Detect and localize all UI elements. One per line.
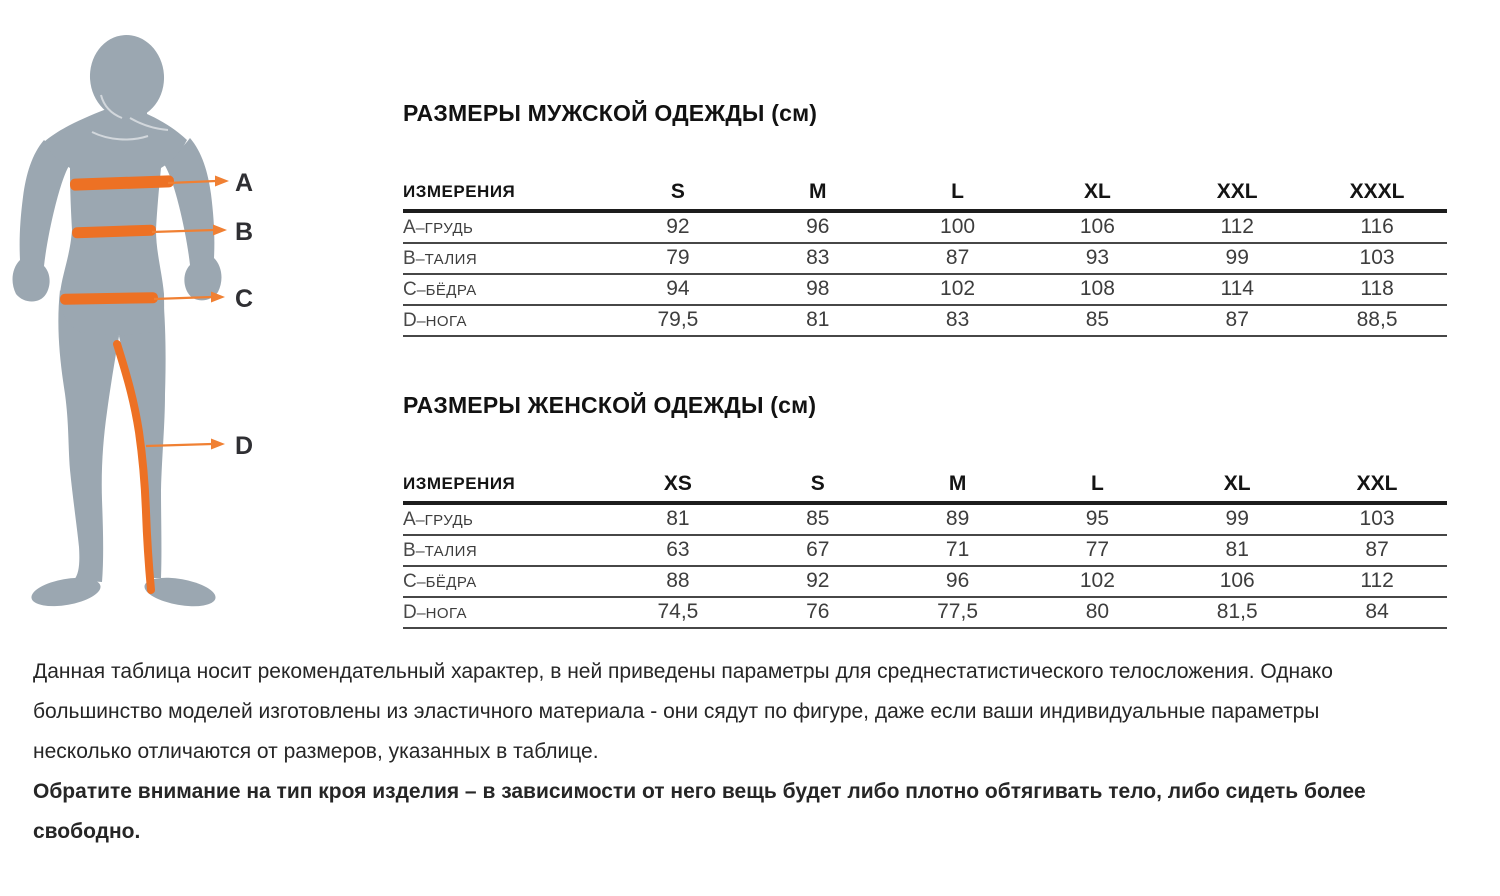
measurements-column-header: ИЗМЕРЕНИЯ [403,472,608,503]
note-paragraph-bold [33,772,1366,852]
women-size-table [403,472,1447,629]
men-size-table [403,180,1447,337]
size-value: 106 [1027,211,1167,243]
size-column-header: L [888,180,1028,211]
body-measurement-diagram [8,22,268,622]
women-table-title: РАЗМЕРЫ ЖЕНСКОЙ ОДЕЖДЫ (см) [403,392,817,418]
size-column-header: XL [1167,472,1307,503]
size-value: 96 [748,211,888,243]
size-column-header: XL [1027,180,1167,211]
size-value: 81,5 [1167,597,1307,628]
label-a: A [235,169,254,197]
size-value: 77 [1027,535,1167,566]
size-value: 85 [1027,305,1167,336]
table-row-waist [403,243,1447,274]
size-value: 87 [1167,305,1307,336]
table-row-leg [403,305,1447,336]
size-value: 116 [1307,211,1447,243]
size-value: 81 [748,305,888,336]
size-value: 83 [888,305,1028,336]
size-column-header: XXL [1167,180,1307,211]
measurement-label: В–ТАЛИЯ [403,243,608,274]
size-value: 96 [888,566,1028,597]
size-value: 100 [888,211,1028,243]
note-line: большинство моделей изготовлены из эластичного материала - они сядут по фигуре, даже если ваши индивидуальные параметры [33,700,1320,723]
size-value: 79,5 [608,305,748,336]
table-row-hips [403,566,1447,597]
size-value: 89 [888,503,1028,535]
women-header-row [403,472,1447,503]
size-value: 74,5 [608,597,748,628]
size-value: 84 [1307,597,1447,628]
size-value: 99 [1167,503,1307,535]
size-value: 94 [608,274,748,305]
size-value: 99 [1167,243,1307,274]
table-row-hips [403,274,1447,305]
body-silhouette [13,33,222,612]
size-value: 92 [608,211,748,243]
size-value: 103 [1307,503,1447,535]
size-value: 92 [748,566,888,597]
size-column-header: XXL [1307,472,1447,503]
size-value: 103 [1307,243,1447,274]
size-value: 114 [1167,274,1307,305]
size-value: 112 [1307,566,1447,597]
size-value: 118 [1307,274,1447,305]
table-row-waist [403,535,1447,566]
note-line: Данная таблица носит рекомендательный характер, в ней приведены параметры для среднестатистического телосложения. Однако [33,660,1333,683]
label-c: C [235,285,254,313]
measurement-label: С–БЁДРА [403,566,608,597]
size-value: 88 [608,566,748,597]
label-b: B [235,218,254,246]
table-row-leg [403,597,1447,628]
size-value: 63 [608,535,748,566]
size-value: 102 [888,274,1028,305]
size-value: 77,5 [888,597,1028,628]
size-column-header: M [888,472,1028,503]
size-value: 98 [748,274,888,305]
size-value: 81 [608,503,748,535]
size-column-header: S [608,180,748,211]
size-value: 81 [1167,535,1307,566]
size-value: 79 [608,243,748,274]
size-value: 95 [1027,503,1167,535]
measurements-column-header: ИЗМЕРЕНИЯ [403,180,608,211]
table-row-chest [403,211,1447,243]
size-column-header: XS [608,472,748,503]
note-line: Обратите внимание на тип кроя изделия – в зависимости от него вещь будет либо плотно обтягивать тело, либо сидеть более [33,780,1366,803]
men-header-row [403,180,1447,211]
label-d: D [235,432,254,460]
table-row-chest [403,503,1447,535]
size-value: 87 [1307,535,1447,566]
measurement-label: А–ГРУДЬ [403,503,608,535]
size-value: 80 [1027,597,1167,628]
size-value: 93 [1027,243,1167,274]
size-column-header: XXXL [1307,180,1447,211]
note-line: свободно. [33,820,141,843]
size-value: 83 [748,243,888,274]
size-value: 85 [748,503,888,535]
size-value: 67 [748,535,888,566]
note-line: несколько отличаются от размеров, указанных в таблице. [33,740,599,763]
size-column-header: L [1027,472,1167,503]
size-value: 108 [1027,274,1167,305]
note-paragraph [33,652,1333,772]
hip-band-c [60,292,158,305]
size-column-header: S [748,472,888,503]
size-value: 112 [1167,211,1307,243]
measurement-label: А–ГРУДЬ [403,211,608,243]
size-value: 87 [888,243,1028,274]
size-value: 106 [1167,566,1307,597]
size-column-header: M [748,180,888,211]
size-value: 76 [748,597,888,628]
men-table-title: РАЗМЕРЫ МУЖСКОЙ ОДЕЖДЫ (см) [403,100,818,126]
measurement-label: В–ТАЛИЯ [403,535,608,566]
size-value: 71 [888,535,1028,566]
measurement-label: D–НОГА [403,305,608,336]
measurement-label: С–БЁДРА [403,274,608,305]
measurement-label: D–НОГА [403,597,608,628]
size-value: 102 [1027,566,1167,597]
size-value: 88,5 [1307,305,1447,336]
